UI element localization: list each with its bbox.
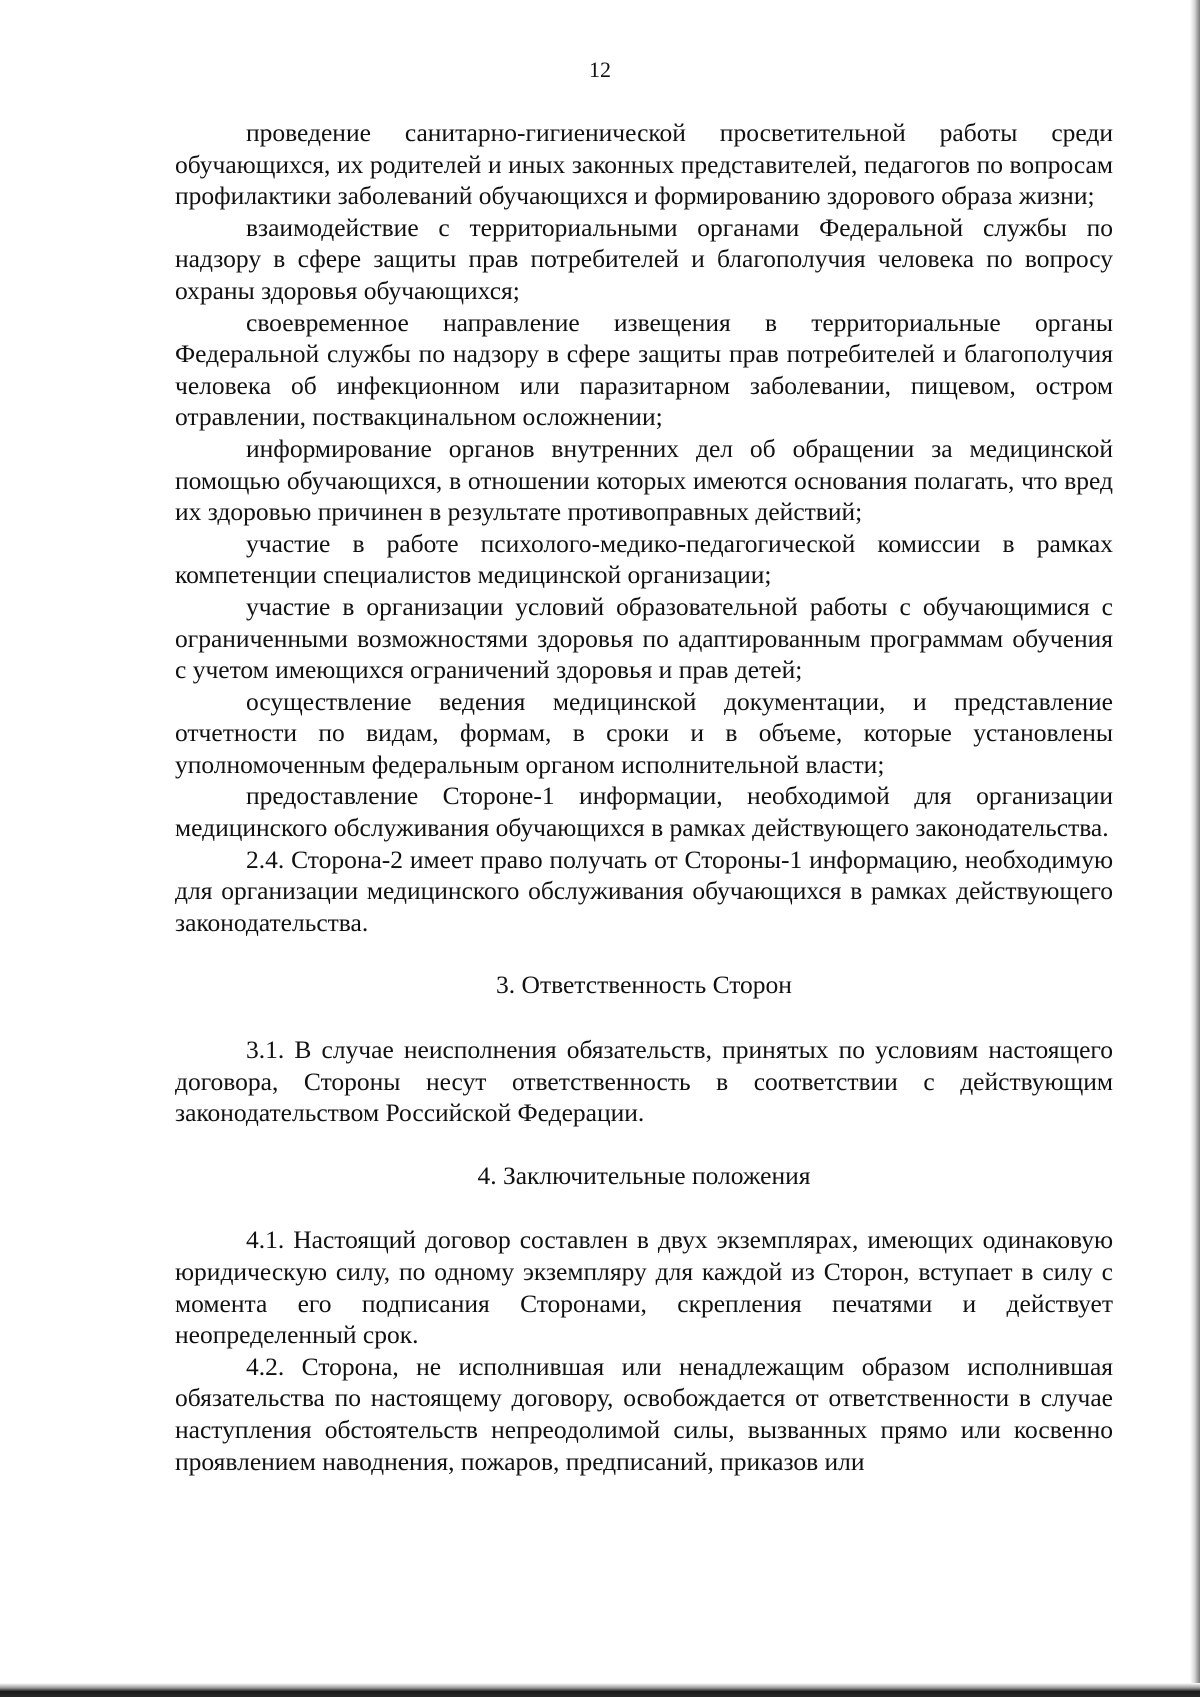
paragraph-pmpk-participation: участие в работе психолого-медико-педагогической комиссии в рамках компетенции специалистов медицинской организации; [175, 528, 1113, 590]
paragraph-4-2: 4.2. Сторона, не исполнившая или ненадлежащим образом исполнившая обязательства по настоящему договору, освобождается от ответственности в случае наступления обстоятельств непреодолимой силы, вызванных прямо или косвенно проявлением наводнения, пожаров, предписаний, приказов или [175, 1351, 1113, 1476]
paragraph-notification: своевременное направление извещения в территориальные органы Федеральной службы по надзору в сфере защиты прав потребителей и благополучия человека об инфекционном или паразитарном заболевании, пищевом, остром отравлении, поствакцинальном осложнении; [175, 307, 1113, 432]
scan-edge-right [1190, 0, 1200, 1697]
page-number: 12 [589, 57, 611, 82]
paragraph-interaction-rospotrebnadzor: взаимодействие с территориальными органами Федеральной службы по надзору в сфере защиты прав потребителей и благополучия человека по вопросу охраны здоровья обучающихся; [175, 212, 1113, 305]
paragraph-medical-records: осуществление ведения медицинской документации, и представление отчетности по видам, формам, в сроки и в объеме, которые установлены уполномоченным федеральным органом исполнительной власти; [175, 686, 1113, 779]
section-heading-responsibility: 3. Ответственность Сторон [496, 970, 792, 1000]
scan-edge-bottom [0, 1683, 1200, 1697]
paragraph-4-1: 4.1. Настоящий договор составлен в двух экземплярах, имеющих одинаковую юридическую силу, по одному экземпляру для каждой из Сторон, вступает в силу с момента его подписания Сторонами, скрепления печатями и действует неопределенный срок. [175, 1225, 1113, 1350]
paragraph-disabilities-conditions: участие в организации условий образовательной работы с обучающимися с ограниченными возможностями здоровья по адаптированным программам обучения с учетом имеющихся ограничений здоровья и прав детей; [175, 591, 1113, 685]
paragraph-police-informing: информирование органов внутренних дел об обращении за медицинской помощью обучающихся, в отношении которых имеются основания полагать, что вред их здоровью причинен в результате противоправных действий; [175, 433, 1113, 527]
paragraph-info-provision: предоставление Стороне-1 информации, необходимой для организации медицинского обслуживания обучающихся в рамках действующего законодательства. [175, 781, 1113, 843]
paragraph-2-4: 2.4. Сторона-2 имеет право получать от Стороны-1 информацию, необходимую для организации медицинского обслуживания обучающихся в рамках действующего законодательства. [175, 844, 1113, 937]
paragraph-3-1: 3.1. В случае неисполнения обязательств, принятых по условиям настоящего договора, Стороны несут ответственность в соответствии с действующим законодательством Российской Федерации. [175, 1035, 1113, 1128]
section-heading-final-provisions: 4. Заключительные положения [477, 1160, 811, 1190]
paragraph-sanitary-education: проведение санитарно-гигиенической просветительной работы среди обучающихся, их родителей и иных законных представителей, педагогов по вопросам профилактики заболеваний обучающихся и формированию здорового образа жизни; [175, 118, 1113, 211]
document-body [175, 117, 1113, 1477]
